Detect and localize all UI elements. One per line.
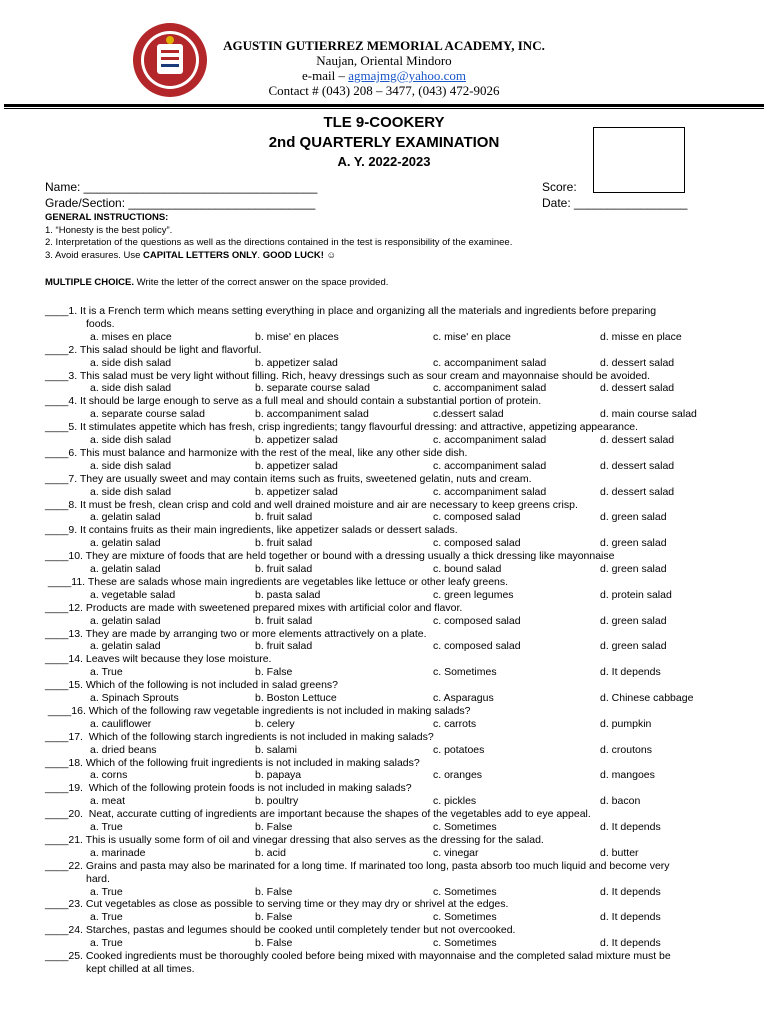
question-7-option-a: a. side dish salad	[90, 485, 172, 498]
question-7[interactable]: ____7. They are usually sweet and may contain items such as fruits, sweetened gelatin, nuts and cream.	[45, 472, 532, 485]
question-16-option-c: c. carrots	[433, 717, 477, 730]
question-1-option-a: a. mises en place	[90, 330, 172, 343]
question-17[interactable]: ____17. Which of the following starch ingredients is not included in making salads?	[45, 730, 434, 743]
question-22[interactable]: ____22. Grains and pasta may also be marinated for a long time. If marinated too long, pasta absorb too much liquid and become very	[45, 859, 670, 872]
school-info	[200, 38, 568, 98]
letterhead	[0, 0, 768, 110]
question-23-option-d: d. It depends	[600, 911, 661, 924]
date-field[interactable]: Date: _________________	[542, 196, 688, 210]
question-19[interactable]: ____19. Which of the following protein foods is not included in making salads?	[45, 782, 412, 795]
question-6[interactable]: ____6. This must balance and harmonize with the rest of the meal, like any other side dish.	[45, 446, 468, 459]
question-8-option-a: a. gelatin salad	[90, 511, 161, 524]
question-5-option-c: c. accompaniment salad	[433, 434, 547, 446]
question-6-option-a: a. side dish salad	[90, 459, 172, 472]
question-21-option-a: a. marinade	[90, 846, 146, 859]
question-24[interactable]: ____24. Starches, pastas and legumes should be cooked until completely tender but not overcooked.	[45, 924, 516, 937]
question-7-option-d: d. dessert salad	[600, 485, 675, 498]
question-18-option-a: a. corns	[90, 769, 128, 782]
instructions-heading: GENERAL INSTRUCTIONS:	[45, 212, 169, 223]
question-25-continued: kept chilled at all times.	[86, 962, 195, 975]
instruction-2: 2. Interpretation of the questions as well as the directions contained in the test is responsibility of the examinee.	[45, 237, 513, 248]
question-18-option-d: d. mangoes	[600, 769, 655, 782]
header-rule-thin	[4, 108, 764, 109]
score-label: Score:	[542, 180, 577, 194]
question-11-option-b: b. pasta salad	[255, 588, 321, 601]
question-14-option-a: a. True	[90, 666, 123, 679]
question-3-option-c: c. accompaniment salad	[433, 382, 547, 395]
question-21[interactable]: ____21. This is usually some form of oil and vinegar dressing that also serves as the dressing for the salad.	[45, 833, 544, 846]
question-8-option-d: d. green salad	[600, 511, 667, 524]
question-23[interactable]: ____23. Cut vegetables as close as possible to serving time or they may dry or shrivel at the edges.	[45, 898, 509, 911]
question-2-option-a: a. side dish salad	[90, 356, 172, 369]
question-15-option-b: b. Boston Lettuce	[255, 692, 337, 704]
question-2-option-b: b. appetizer salad	[255, 356, 338, 369]
question-3-option-b: b. separate course salad	[255, 382, 370, 395]
question-14-option-d: d. It depends	[600, 666, 661, 679]
question-17-option-b: b. salami	[255, 743, 298, 756]
question-14-option-b: b. False	[255, 666, 293, 679]
question-22-option-d: d. It depends	[600, 885, 661, 898]
instruction-3-text: 3. Avoid erasures. Use	[45, 250, 144, 261]
question-11[interactable]: ____11. These are salads whose main ingredients are vegetables like lettuce or other leafy greens.	[45, 575, 509, 588]
question-12-option-a: a. gelatin salad	[90, 614, 161, 627]
question-10-option-b: b. fruit salad	[255, 563, 313, 575]
question-15[interactable]: ____15. Which of the following is not included in salad greens?	[45, 679, 339, 692]
question-22-continued: hard.	[86, 872, 110, 885]
question-22-option-a: a. True	[90, 885, 123, 898]
question-17-option-c: c. potatoes	[433, 743, 485, 756]
question-9[interactable]: ____9. It contains fruits as their main ingredients, like appetizer salads or dessert salads.	[45, 524, 458, 537]
question-17-option-d: d. croutons	[600, 743, 652, 756]
question-15-option-d: d. Chinese cabbage	[600, 692, 694, 704]
exam-title: 2nd QUARTERLY EXAMINATION	[268, 134, 500, 151]
question-10-option-a: a. gelatin salad	[90, 563, 161, 575]
question-16-option-d: d. pumpkin	[600, 717, 652, 730]
question-21-option-b: b. acid	[255, 846, 286, 859]
question-16-option-b: b. celery	[255, 717, 295, 730]
question-13-option-c: c. composed salad	[433, 640, 521, 653]
exam-subject: TLE 9-COOKERY	[323, 114, 445, 131]
email-label: e-mail –	[302, 68, 349, 83]
question-1-continued: foods.	[86, 317, 115, 330]
question-6-option-b: b. appetizer salad	[255, 459, 338, 472]
question-1-option-d: d. misse en place	[600, 330, 682, 343]
question-23-option-c: c. Sometimes	[433, 911, 497, 924]
question-19-option-c: c. pickles	[433, 795, 477, 808]
question-14[interactable]: ____14. Leaves wilt because they lose moisture.	[45, 653, 272, 666]
email-link[interactable]: agmajmg@yahoo.com	[348, 68, 466, 83]
question-6-option-d: d. dessert salad	[600, 459, 675, 472]
question-11-option-a: a. vegetable salad	[90, 588, 176, 601]
question-25[interactable]: ____25. Cooked ingredients must be thoroughly cooled before being mixed with mayonnaise and the completed salad mixture must be	[45, 950, 671, 962]
question-3-option-a: a. side dish salad	[90, 382, 172, 395]
question-7-option-c: c. accompaniment salad	[433, 485, 547, 498]
question-1[interactable]: ____1. It is a French term which means setting everything in place and organizing all the materials and ingredients before preparing	[45, 305, 657, 317]
school-name: AGUSTIN GUTIERREZ MEMORIAL ACADEMY, INC.	[223, 38, 545, 53]
instruction-3-good-luck: GOOD LUCK! ☺	[262, 250, 337, 261]
question-1-option-b: b. mise' en places	[255, 330, 339, 343]
question-5[interactable]: ____5. It stimulates appetite which has fresh, crisp ingredients; tangy flavourful dressing: and attractive, appetizing appearance.	[45, 421, 639, 434]
question-13-option-b: b. fruit salad	[255, 640, 313, 653]
question-8-option-b: b. fruit salad	[255, 511, 313, 524]
instruction-3	[45, 250, 336, 263]
question-4-option-d: d. main course salad	[600, 408, 697, 421]
question-15-option-a: a. Spinach Sprouts	[90, 692, 179, 704]
mc-label: MULTIPLE CHOICE.	[45, 277, 135, 288]
question-19-option-d: d. bacon	[600, 795, 641, 808]
question-24-option-b: b. False	[255, 937, 293, 950]
question-9-option-c: c. composed salad	[433, 537, 521, 550]
question-22-option-c: c. Sometimes	[433, 885, 497, 898]
question-14-option-c: c. Sometimes	[433, 666, 497, 679]
question-10-option-d: d. green salad	[600, 563, 667, 575]
question-17-option-a: a. dried beans	[90, 743, 157, 756]
question-1-option-c: c. mise' en place	[433, 330, 511, 343]
question-21-option-d: d. butter	[600, 846, 639, 859]
question-19-option-b: b. poultry	[255, 795, 299, 808]
question-9-option-a: a. gelatin salad	[90, 537, 161, 550]
question-22-option-b: b. False	[255, 885, 293, 898]
question-20-option-a: a. True	[90, 821, 123, 833]
question-4[interactable]: ____4. It should be large enough to serve as a full meal and should contain a substantial portion of protein.	[45, 395, 542, 408]
question-20-option-b: b. False	[255, 821, 293, 833]
mc-text: Write the letter of the correct answer on the space provided.	[134, 277, 389, 288]
name-field[interactable]: Name: ___________________________________	[45, 180, 318, 194]
question-5-option-a: a. side dish salad	[90, 434, 172, 446]
header-rule	[4, 104, 764, 107]
question-4-option-b: b. accompaniment salad	[255, 408, 369, 421]
question-11-option-c: c. green legumes	[433, 588, 514, 601]
multiple-choice-directions	[45, 277, 388, 290]
question-9-option-b: b. fruit salad	[255, 537, 313, 550]
instruction-3-sep: .	[257, 250, 263, 261]
question-7-option-b: b. appetizer salad	[255, 485, 338, 498]
question-23-option-b: b. False	[255, 911, 293, 924]
school-email-line	[200, 68, 568, 83]
question-24-option-d: d. It depends	[600, 937, 661, 950]
question-16-option-a: a. cauliflower	[90, 717, 152, 730]
question-20-option-c: c. Sometimes	[433, 821, 497, 833]
question-13-option-d: d. green salad	[600, 640, 667, 653]
question-20-option-d: d. It depends	[600, 821, 661, 833]
question-10-option-c: c. bound salad	[433, 563, 502, 575]
question-2-option-c: c. accompaniment salad	[433, 356, 547, 369]
grade-section-field[interactable]: Grade/Section: ____________________________	[45, 196, 316, 210]
question-4-option-c: c.dessert salad	[433, 408, 504, 421]
question-11-option-d: d. protein salad	[600, 588, 672, 601]
question-13[interactable]: ____13. They are made by arranging two or more elements attractively on a plate.	[45, 627, 427, 640]
question-4-option-a: a. separate course salad	[90, 408, 205, 421]
question-12-option-c: c. composed salad	[433, 614, 521, 627]
question-24-option-a: a. True	[90, 937, 123, 950]
question-2[interactable]: ____2. This salad should be light and flavorful.	[45, 343, 262, 356]
instruction-3-emphasis: CAPITAL LETTERS ONLY	[143, 250, 258, 261]
question-24-option-c: c. Sometimes	[433, 937, 497, 950]
question-12-option-b: b. fruit salad	[255, 614, 313, 627]
question-12-option-d: d. green salad	[600, 614, 667, 627]
question-18-option-b: b. papaya	[255, 769, 302, 782]
question-12[interactable]: ____12. Products are made with sweetened prepared mixes with artificial color and flavor.	[45, 601, 463, 614]
question-8-option-c: c. composed salad	[433, 511, 521, 524]
exam-year: A. Y. 2022-2023	[337, 154, 431, 169]
question-21-option-c: c. vinegar	[433, 846, 479, 859]
instruction-1: 1. “Honesty is the best policy”.	[45, 225, 173, 236]
question-13-option-a: a. gelatin salad	[90, 640, 161, 653]
question-3[interactable]: ____3. This salad must be very light without filling. Rich, heavy dressings such as sour cream and mayonnaise should be avoided.	[45, 369, 651, 382]
school-contact: Contact # (043) 208 – 3477, (043) 472-9026	[268, 83, 500, 98]
question-23-option-a: a. True	[90, 911, 123, 924]
score-box	[593, 127, 685, 193]
question-3-option-d: d. dessert salad	[600, 382, 675, 395]
question-9-option-d: d. green salad	[600, 537, 667, 550]
question-6-option-c: c. accompaniment salad	[433, 459, 547, 472]
question-18-option-c: c. oranges	[433, 769, 483, 782]
question-15-option-c: c. Asparagus	[433, 692, 494, 704]
question-5-option-d: d. dessert salad	[600, 434, 675, 446]
question-8[interactable]: ____8. It must be fresh, clean crisp and cold and well drained moisture and air are necessary to keep greens crisp.	[45, 498, 578, 511]
question-5-option-b: b. appetizer salad	[255, 434, 338, 446]
question-2-option-d: d. dessert salad	[600, 356, 675, 369]
question-16[interactable]: ____16. Which of the following raw vegetable ingredients is not included in making salads?	[45, 704, 471, 717]
question-19-option-a: a. meat	[90, 795, 126, 808]
question-20[interactable]: ____20. Neat, accurate cutting of ingredients are important because the shapes of the vegetables add to eye appeal.	[45, 808, 591, 821]
school-address: Naujan, Oriental Mindoro	[316, 53, 452, 68]
question-18[interactable]: ____18. Which of the following fruit ingredients is not included in making salads?	[45, 756, 420, 769]
question-10[interactable]: ____10. They are mixture of foods that are held together or bound with a dressing usually a thick dressing like mayonnaise	[45, 550, 615, 563]
